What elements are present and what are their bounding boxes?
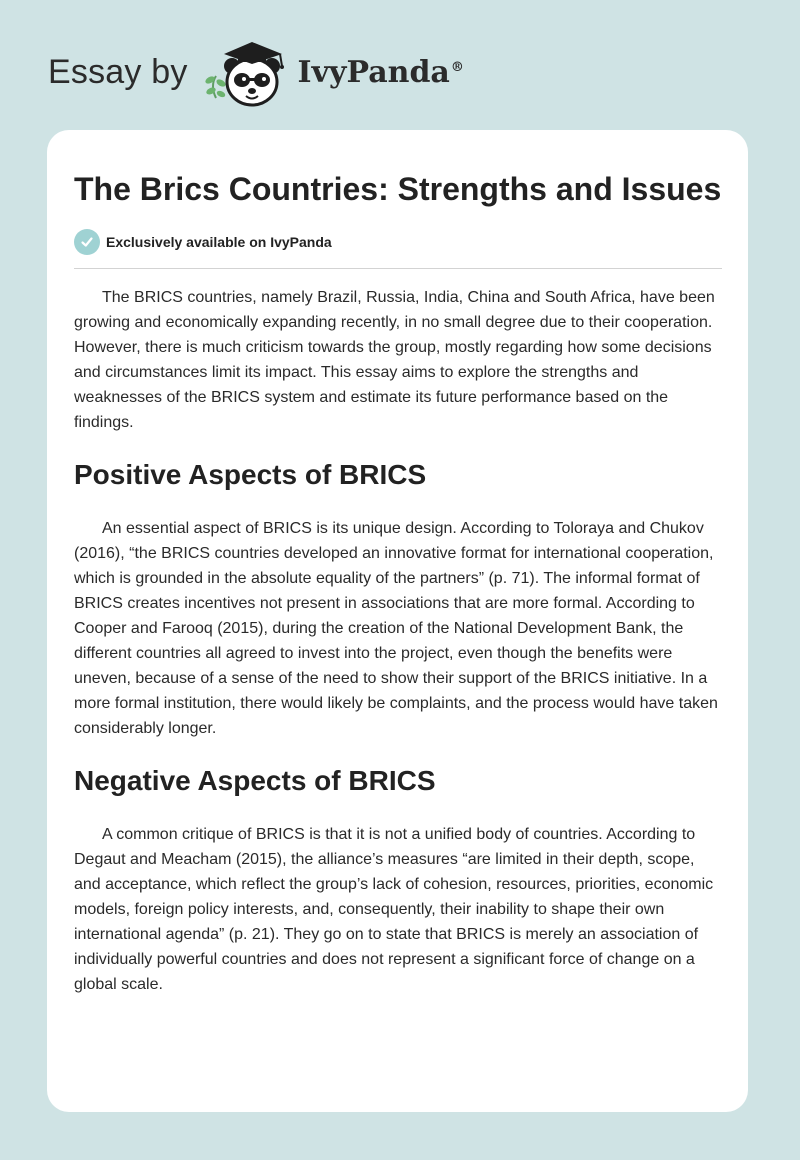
section-paragraph-positive: An essential aspect of BRICS is its unique design. According to Toloraya and Chukov (2016), “the BRICS countries developed an innovative format for international cooperation, which is grounded in the absolute equality of the partners” (p. 71). The informal format of BRICS creates incentives not present in associations that are more formal. According to Cooper and Farooq (2015), during the creation of the National Development Bank, the different countries all agreed to invest into the project, even though the benefits were uneven, because of a sense of the need to show their support of the BRICS initiative. In a more formal institution, there would likely be complaints, and the process would have taken considerably longer. xyxy=(74,520,718,737)
exclusive-badge xyxy=(74,229,722,269)
intro-paragraph: The BRICS countries, namely Brazil, Russia, India, China and South Africa, have been growing and economically expanding recently, in no small degree due to their cooperation. However, there is much criticism towards the group, mostly regarding how some decisions and circumstances limit its impact. This essay aims to explore the strengths and weaknesses of the BRICS system and estimate its future performance based on the findings. xyxy=(74,289,715,431)
section-heading-positive: Positive Aspects of BRICS xyxy=(74,459,427,490)
check-circle-icon xyxy=(74,229,100,255)
section-paragraph-negative: A common critique of BRICS is that it is not a unified body of countries. According to Degaut and Meacham (2015), the alliance’s measures “are limited in their depth, scope, and acceptance, which reflect the group’s lack of cohesion, resources, priorities, economic models, foreign policy interests, and, consequently, their inability to shape their own international agenda” (p. 21). They go on to state that BRICS is merely an association of individually powerful countries and does not represent a significant force of change on a global scale. xyxy=(74,826,714,993)
brand-name: IvyPanda® xyxy=(297,54,464,90)
essay-card xyxy=(47,130,748,1112)
page-title: The Brics Countries: Strengths and Issues xyxy=(74,171,722,207)
brand-prefix: Essay by xyxy=(48,52,188,91)
badge-text: Exclusively available on IvyPanda xyxy=(106,234,332,250)
brand-header[interactable] xyxy=(48,36,464,108)
panda-graduate-icon xyxy=(202,36,294,108)
registered-mark: ® xyxy=(450,59,464,75)
section-heading-negative: Negative Aspects of BRICS xyxy=(74,765,436,796)
